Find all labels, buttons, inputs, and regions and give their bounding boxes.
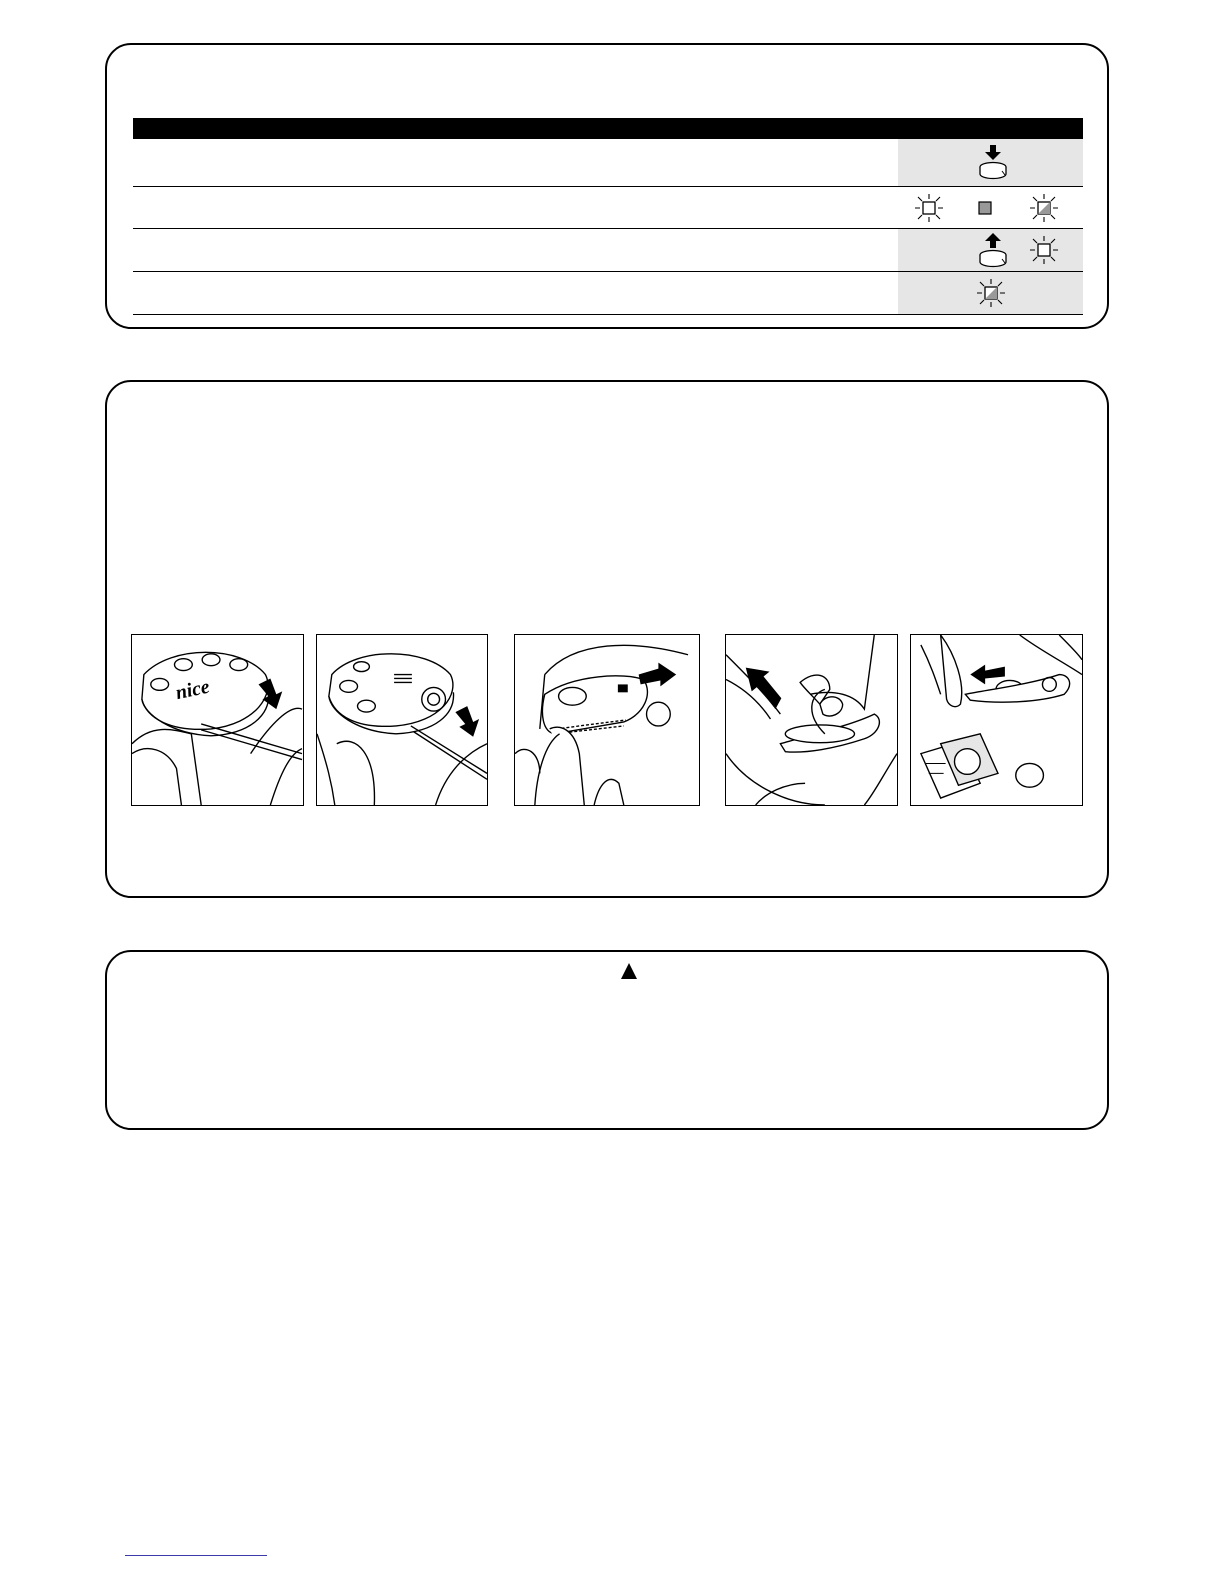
led-flashing-icon: [1029, 235, 1059, 265]
led-half-flashing-icon: [1029, 193, 1059, 223]
warning-triangle-icon: [620, 962, 638, 980]
table-row: [133, 272, 1083, 315]
nice-logo: nice: [173, 675, 212, 705]
footer-link-underline: [125, 1555, 267, 1556]
table-icon-cell: [898, 272, 1083, 314]
table-row: [133, 139, 1083, 187]
table-icon-cell: [898, 187, 1083, 228]
battery-step-3-figure: [514, 634, 700, 806]
table-row: [133, 187, 1083, 229]
table-header-bar: [133, 118, 1083, 139]
battery-step-1-figure: [131, 634, 304, 806]
led-flashing-icon: [914, 193, 944, 223]
led-off-icon: [978, 201, 992, 215]
button-release-icon: [974, 231, 1012, 269]
battery-step-2-figure: [316, 634, 488, 806]
led-half-flashing-icon: [976, 278, 1006, 308]
button-press-icon: [974, 143, 1012, 181]
battery-step-5-figure: [910, 634, 1083, 806]
table-icon-cell: [898, 139, 1083, 186]
battery-step-4-figure: [725, 634, 898, 806]
table-icon-cell: [898, 229, 1083, 271]
table-row: [133, 229, 1083, 272]
procedure-panel: [105, 43, 1109, 329]
battery-replacement-panel: [105, 380, 1109, 898]
warning-panel: [105, 950, 1109, 1130]
